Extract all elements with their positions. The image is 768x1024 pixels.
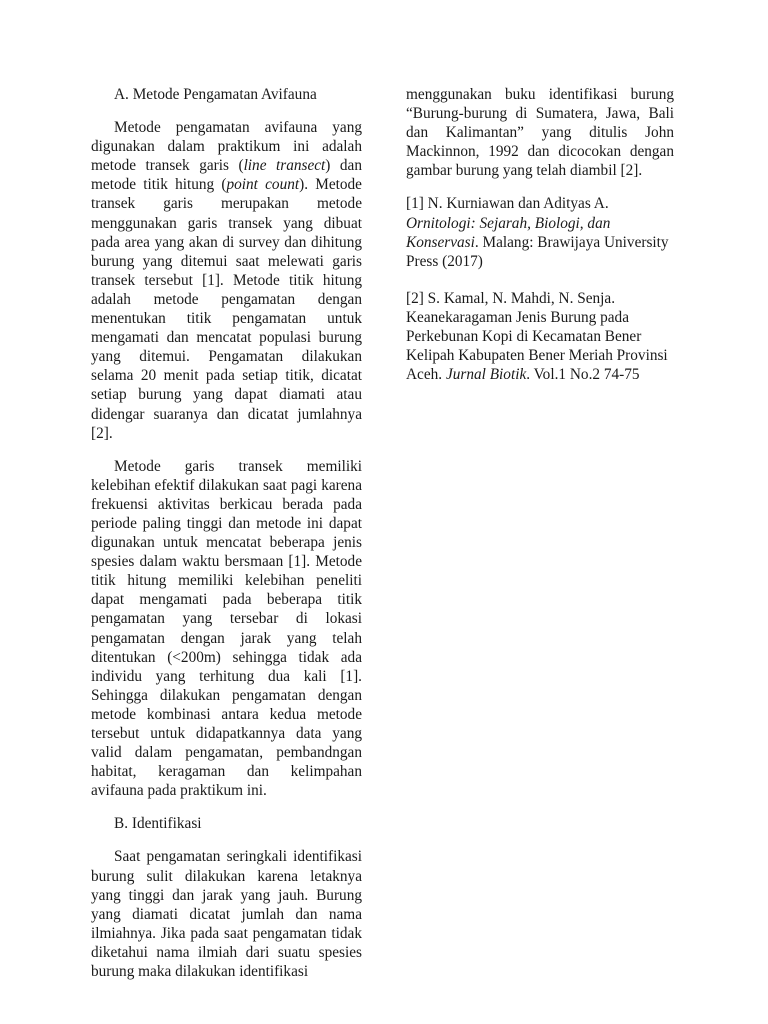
section-a-paragraph-1 xyxy=(91,118,362,443)
ref2-lead: [2] S. Kamal, N. Mahdi, N. Senja. Keanekaragaman Jenis Burung pada Perkebunan Kopi di Kecamatan Bener Kelipah Kabupaten Bener Meriah Provinsi Aceh. xyxy=(406,289,668,384)
section-a-paragraph-2: Metode garis transek memiliki kelebihan efektif dilakukan saat pagi karena frekuensi aktivitas berkicau berada pada periode paling tinggi dan metode ini dapat digunakan untuk mencatat beberapa jenis spesies dalam waktu bersmaan [1]. Metode titik hitung memiliki kelebihan peneliti dapat mengamati pada beberapa titik pengamatan yang tersebar di lokasi pengamatan dengan jarak yang telah ditentukan (<200m) sehingga tidak ada individu yang terhitung dua kali [1]. Sehingga dilakukan pengamatan dengan metode kombinasi antara kedua metode tersebut untuk didapatkannya data yang valid dalam pengamatan, pembandngan habitat, keragaman dan kelimpahan avifauna pada praktikum ini. xyxy=(91,457,362,800)
a-p1-italic-line-transect: line transect xyxy=(243,157,326,175)
a-p1-italic-point-count: point count xyxy=(226,176,300,194)
reference-1 xyxy=(406,194,674,270)
ref1-title: Ornitologi: Sejarah, Biologi, dan Konservasi xyxy=(406,214,611,251)
ref1-tail: . Malang: Brawijaya University Press (2017) xyxy=(406,233,669,270)
section-a-heading: A. Metode Pengamatan Avifauna xyxy=(114,86,317,103)
a-p1-text-3: ). Metode transek garis merupakan metode menggunakan garis transek yang dibuat pada area yang akan di survey dan dihitung burung yang ditemui saat melewati garis transek tersebut [1]. Metode titik hitung adalah metode pengamatan dengan menentukan titik pengamatan untuk mengamati dan mencatat populasi burung yang ditemui. Pengamatan dilakukan selama 20 menit pada setiap titik, dicatat setiap burung yang dapat diamati atau didengar suaranya dan dicatat jumlahnya [2]. xyxy=(91,176,362,442)
left-column xyxy=(91,85,362,995)
a-p1-text-1: Metode pengamatan avifauna yang digunakan dalam praktikum ini adalah metode transek garis ( xyxy=(91,119,362,175)
ref1-lead: [1] N. Kurniawan dan Adityas A. xyxy=(406,195,609,213)
continuation-paragraph: menggunakan buku identifikasi burung “Burung-burung di Sumatera, Jawa, Bali dan Kalimantan” yang ditulis John Mackinnon, 1992 dan dicocokan dengan gambar burung yang telah diambil [2]. xyxy=(406,86,674,180)
ref2-journal: Jurnal Biotik xyxy=(445,366,527,384)
right-column xyxy=(406,85,674,402)
section-b-heading: B. Identifikasi xyxy=(114,815,202,833)
section-b-paragraph-1: Saat pengamatan seringkali identifikasi burung sulit dilakukan karena letaknya yang tinggi dan jarak yang jauh. Burung yang diamati dicatat jumlah dan nama ilmiahnya. Jika pada saat pengamatan tidak diketahui nama ilmiah dari suatu spesies burung maka dilakukan identifikasi xyxy=(91,848,362,981)
a-p1-text-2: ) dan metode titik hitung ( xyxy=(91,157,362,194)
reference-2 xyxy=(406,289,674,384)
ref2-tail: . Vol.1 No.2 74-75 xyxy=(526,366,640,384)
